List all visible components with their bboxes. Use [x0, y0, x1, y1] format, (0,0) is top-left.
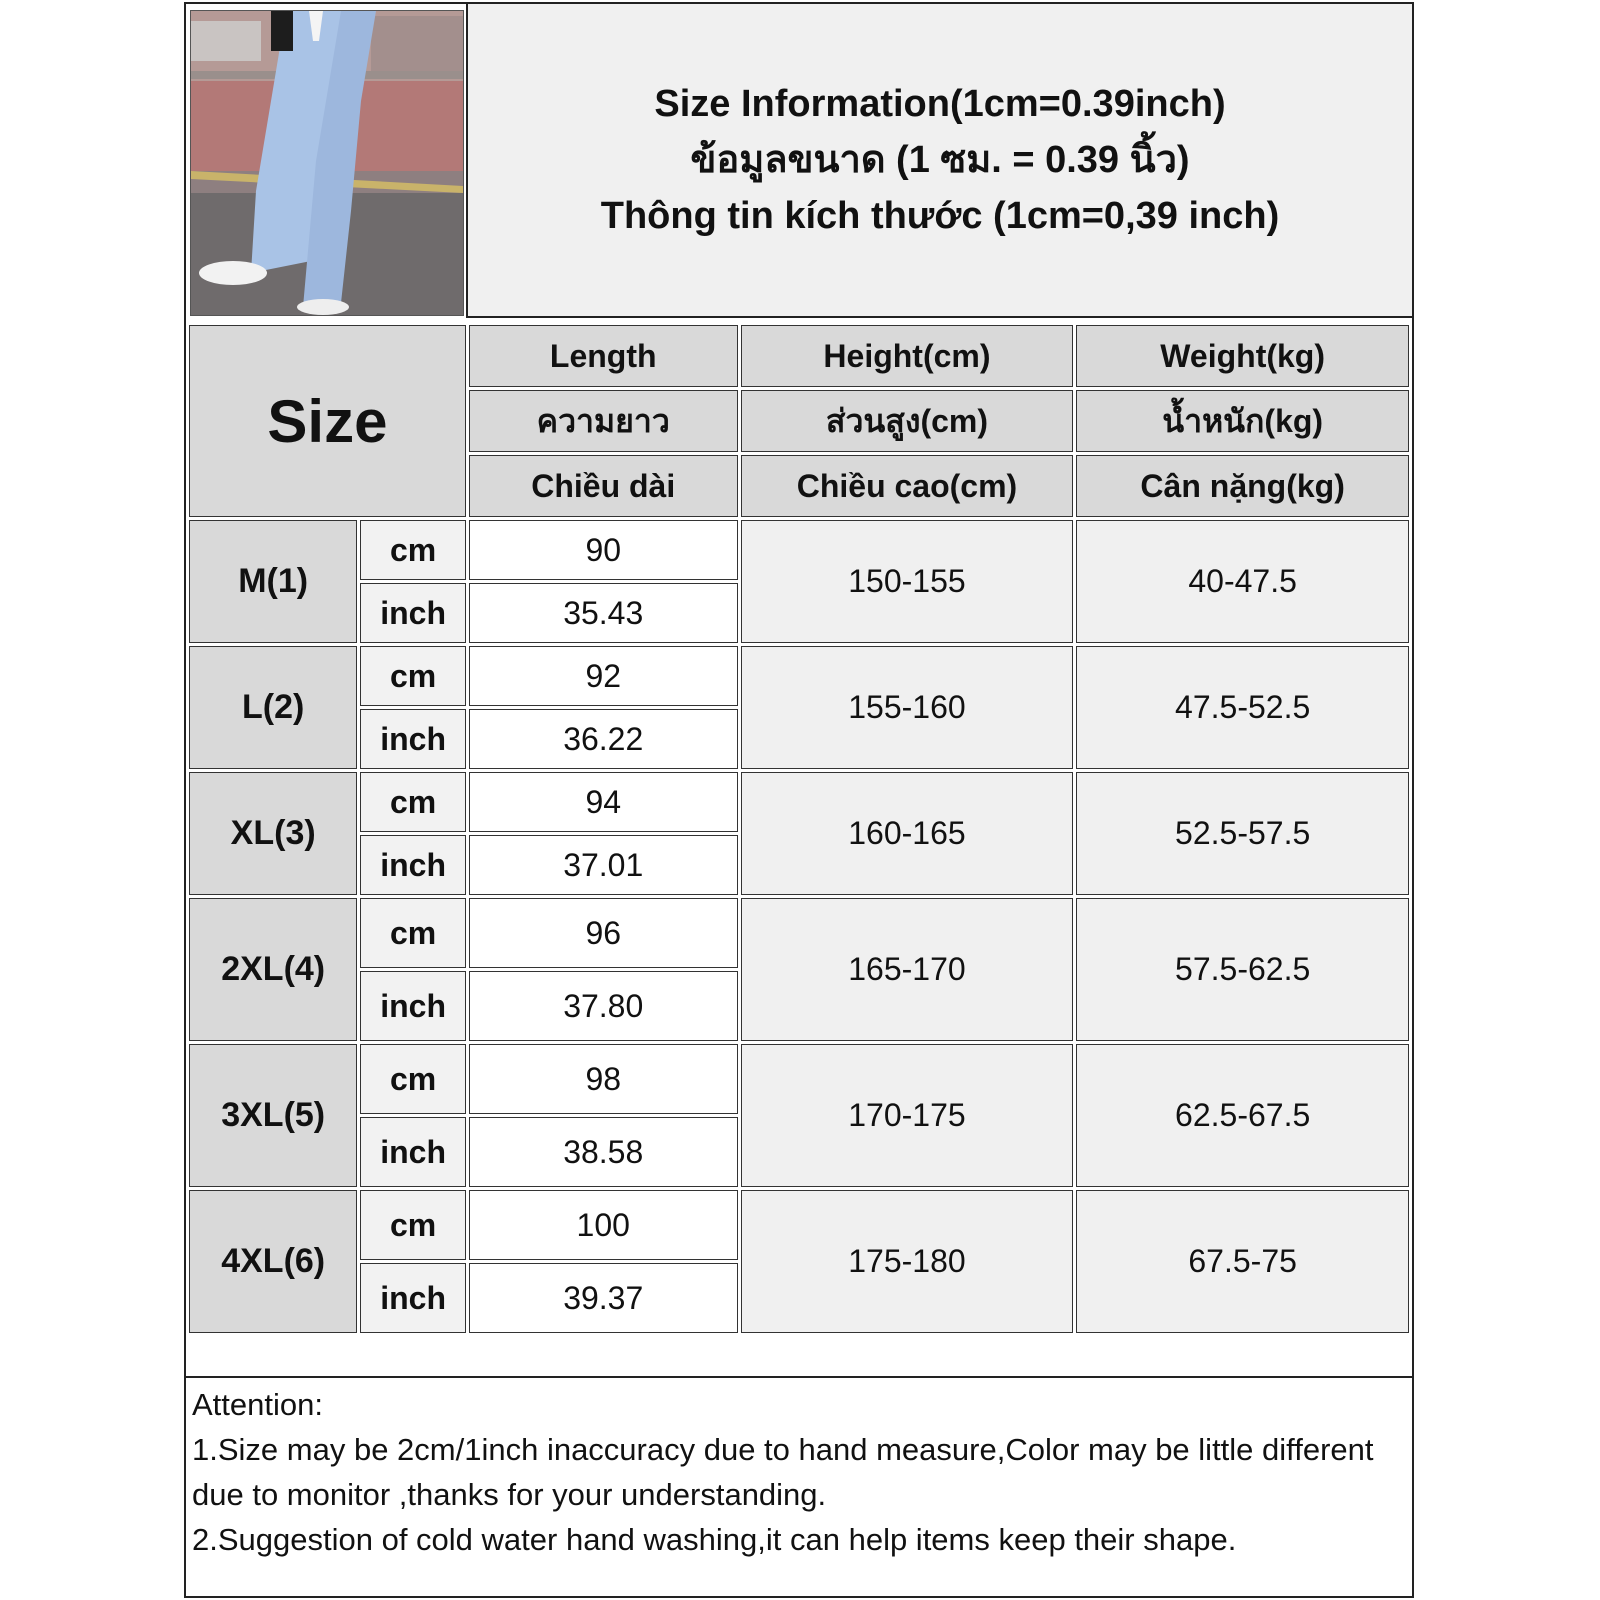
height-range: 150-155 [741, 520, 1074, 643]
length-inch: 39.37 [469, 1263, 738, 1333]
product-photo [190, 10, 464, 316]
size-table [186, 322, 1412, 1336]
size-cell: L(2) [189, 646, 357, 769]
size-cell: M(1) [189, 520, 357, 643]
length-inch: 35.43 [469, 583, 738, 643]
size-cell: 2XL(4) [189, 898, 357, 1041]
length-inch: 37.01 [469, 835, 738, 895]
size-cell: 4XL(6) [189, 1190, 357, 1333]
unit-inch: inch [360, 1263, 465, 1333]
size-chart [184, 2, 1414, 1598]
height-range: 175-180 [741, 1190, 1074, 1333]
height-header: Height(cm) [741, 325, 1074, 387]
table-row [189, 646, 1409, 706]
length-header-thai: ความยาว [469, 390, 738, 452]
unit-inch: inch [360, 835, 465, 895]
attention-note-1: 1.Size may be 2cm/1inch inaccuracy due to hand measure,Color may be little different due to monitor ,thanks for your understanding. [192, 1432, 1374, 1512]
wide-leg-pants-image [191, 11, 463, 315]
weight-header-thai: น้ำหนัก(kg) [1076, 390, 1409, 452]
size-information-title [466, 4, 1412, 318]
length-cm: 98 [469, 1044, 738, 1114]
height-header-thai: ส่วนสูง(cm) [741, 390, 1074, 452]
title-thai: ข้อมูลขนาด (1 ซม. = 0.39 นิ้ว) [690, 139, 1190, 181]
unit-inch: inch [360, 709, 465, 769]
height-range: 160-165 [741, 772, 1074, 895]
attention-note-2: 2.Suggestion of cold water hand washing,it can help items keep their shape. [192, 1522, 1237, 1557]
length-cm: 96 [469, 898, 738, 968]
weight-range: 57.5-62.5 [1076, 898, 1409, 1041]
height-header-vietnamese: Chiều cao(cm) [741, 455, 1074, 517]
unit-inch: inch [360, 583, 465, 643]
attention-heading: Attention: [192, 1387, 323, 1422]
length-cm: 100 [469, 1190, 738, 1260]
header-row-english [189, 325, 1409, 387]
length-header-vietnamese: Chiều dài [469, 455, 738, 517]
size-cell: XL(3) [189, 772, 357, 895]
length-inch: 37.80 [469, 971, 738, 1041]
weight-range: 67.5-75 [1076, 1190, 1409, 1333]
table-row [189, 1190, 1409, 1260]
title-vietnamese: Thông tin kích thước (1cm=0,39 inch) [600, 195, 1280, 237]
size-header: Size [189, 325, 466, 517]
unit-cm: cm [360, 1044, 465, 1114]
table-row [189, 1044, 1409, 1114]
unit-cm: cm [360, 520, 465, 580]
unit-cm: cm [360, 898, 465, 968]
table-row [189, 520, 1409, 580]
height-range: 155-160 [741, 646, 1074, 769]
weight-range: 52.5-57.5 [1076, 772, 1409, 895]
weight-range: 62.5-67.5 [1076, 1044, 1409, 1187]
unit-cm: cm [360, 1190, 465, 1260]
weight-header: Weight(kg) [1076, 325, 1409, 387]
title-english: Size Information(1cm=0.39inch) [654, 83, 1226, 125]
length-inch: 36.22 [469, 709, 738, 769]
attention-notes [186, 1376, 1412, 1596]
weight-range: 47.5-52.5 [1076, 646, 1409, 769]
length-cm: 90 [469, 520, 738, 580]
weight-header-vietnamese: Cân nặng(kg) [1076, 455, 1409, 517]
table-row [189, 772, 1409, 832]
height-range: 170-175 [741, 1044, 1074, 1187]
unit-inch: inch [360, 1117, 465, 1187]
unit-cm: cm [360, 646, 465, 706]
length-header: Length [469, 325, 738, 387]
weight-range: 40-47.5 [1076, 520, 1409, 643]
unit-cm: cm [360, 772, 465, 832]
length-cm: 92 [469, 646, 738, 706]
height-range: 165-170 [741, 898, 1074, 1041]
unit-inch: inch [360, 971, 465, 1041]
table-row [189, 898, 1409, 968]
size-cell: 3XL(5) [189, 1044, 357, 1187]
length-inch: 38.58 [469, 1117, 738, 1187]
length-cm: 94 [469, 772, 738, 832]
